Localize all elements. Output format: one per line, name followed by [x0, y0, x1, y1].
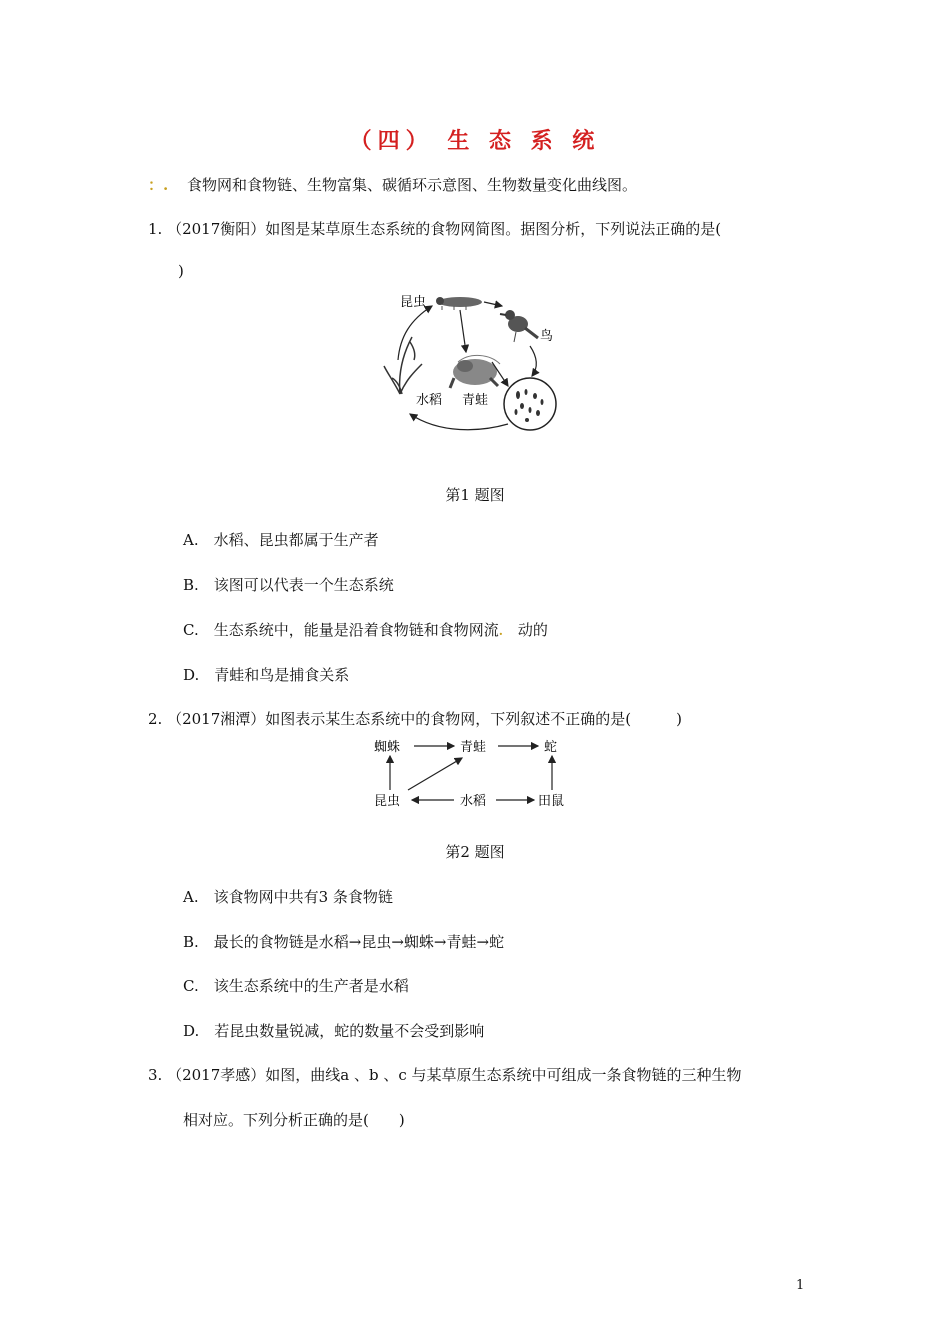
frog-label: 青蛙: [462, 393, 489, 408]
arrow-bird-to-decomposer: [530, 346, 536, 376]
q2-option-a[interactable]: A. 该食物网中共有3 条食物链: [183, 888, 393, 906]
arrow-insect-to-frog: [460, 310, 466, 352]
q3-stem-cont: 相对应。下列分析正确的是( ): [183, 1111, 405, 1129]
q1-option-b[interactable]: B. 该图可以代表一个生态系统: [183, 576, 394, 594]
q2-option-d[interactable]: D. 若昆虫数量锐减，蛇的数量不会受到影响: [183, 1022, 485, 1040]
arrow-insect-to-frog: [408, 758, 462, 790]
insect-label: 昆虫: [400, 295, 427, 310]
rice-label: 水稻: [416, 393, 443, 408]
bird-label: 鸟: [540, 329, 554, 344]
intro-text: 食物网和食物链、生物富集、碳循环示意图、生物数量变化曲线图。: [187, 176, 638, 194]
q2-stem: 2. （2017湘潭）如图表示某生态系统中的食物网，下列叙述不正确的是( ): [148, 710, 682, 728]
insect-label-2: 昆虫: [374, 794, 401, 809]
frog-icon: [450, 355, 500, 388]
q1-option-d[interactable]: D. 青蛙和鸟是捕食关系: [183, 666, 350, 684]
q1-option-c[interactable]: [183, 619, 548, 640]
q1-stem: 1. （2017衡阳）如图是某草原生态系统的食物网简图。据图分析，下列说法正确的是(: [148, 220, 722, 238]
q1-caption: 第1 题图: [445, 486, 505, 504]
page-title: （四） 生 态 系 统: [349, 129, 601, 154]
q2-option-b[interactable]: B. 最长的食物链是水稻→昆虫→蜘蛛→青蛙→蛇: [183, 933, 505, 951]
intro-marker: ：.: [148, 176, 169, 194]
page-number: 1: [796, 1278, 805, 1293]
q1-option-a[interactable]: A. 水稻、昆虫都属于生产者: [183, 531, 379, 549]
q1-option-c-tail: 动的: [517, 621, 548, 639]
intro-line: [148, 174, 637, 195]
q1-option-c-text: C. 生态系统中，能量是沿着食物链和食物网流: [183, 621, 499, 639]
caterpillar-icon: [436, 297, 482, 310]
stray-dot-mark: .: [498, 624, 503, 638]
mouse-label: 田鼠: [538, 794, 565, 809]
q2-option-c[interactable]: C. 该生态系统中的生产者是水稻: [183, 977, 409, 995]
spider-label: 蜘蛛: [374, 740, 401, 755]
snake-label: 蛇: [544, 740, 558, 755]
arrow-insect-to-bird: [484, 302, 502, 306]
decomposer-circle-icon: [504, 378, 556, 430]
rice-label-2: 水稻: [460, 794, 487, 809]
q2-food-web-figure: [368, 732, 578, 812]
q2-caption: 第2 题图: [445, 843, 505, 861]
q1-food-web-figure: [370, 282, 570, 462]
arrow-decomposer-to-rice: [410, 414, 508, 430]
q1-stem-cont: ): [178, 262, 184, 280]
bird-icon: [500, 310, 538, 342]
q3-stem: 3. （2017孝感）如图，曲线a 、b 、c 与某草原生态系统中可组成一条食物链的三种生物: [148, 1066, 742, 1084]
frog-label-2: 青蛙: [460, 740, 487, 755]
rice-plant-icon: [384, 337, 422, 394]
